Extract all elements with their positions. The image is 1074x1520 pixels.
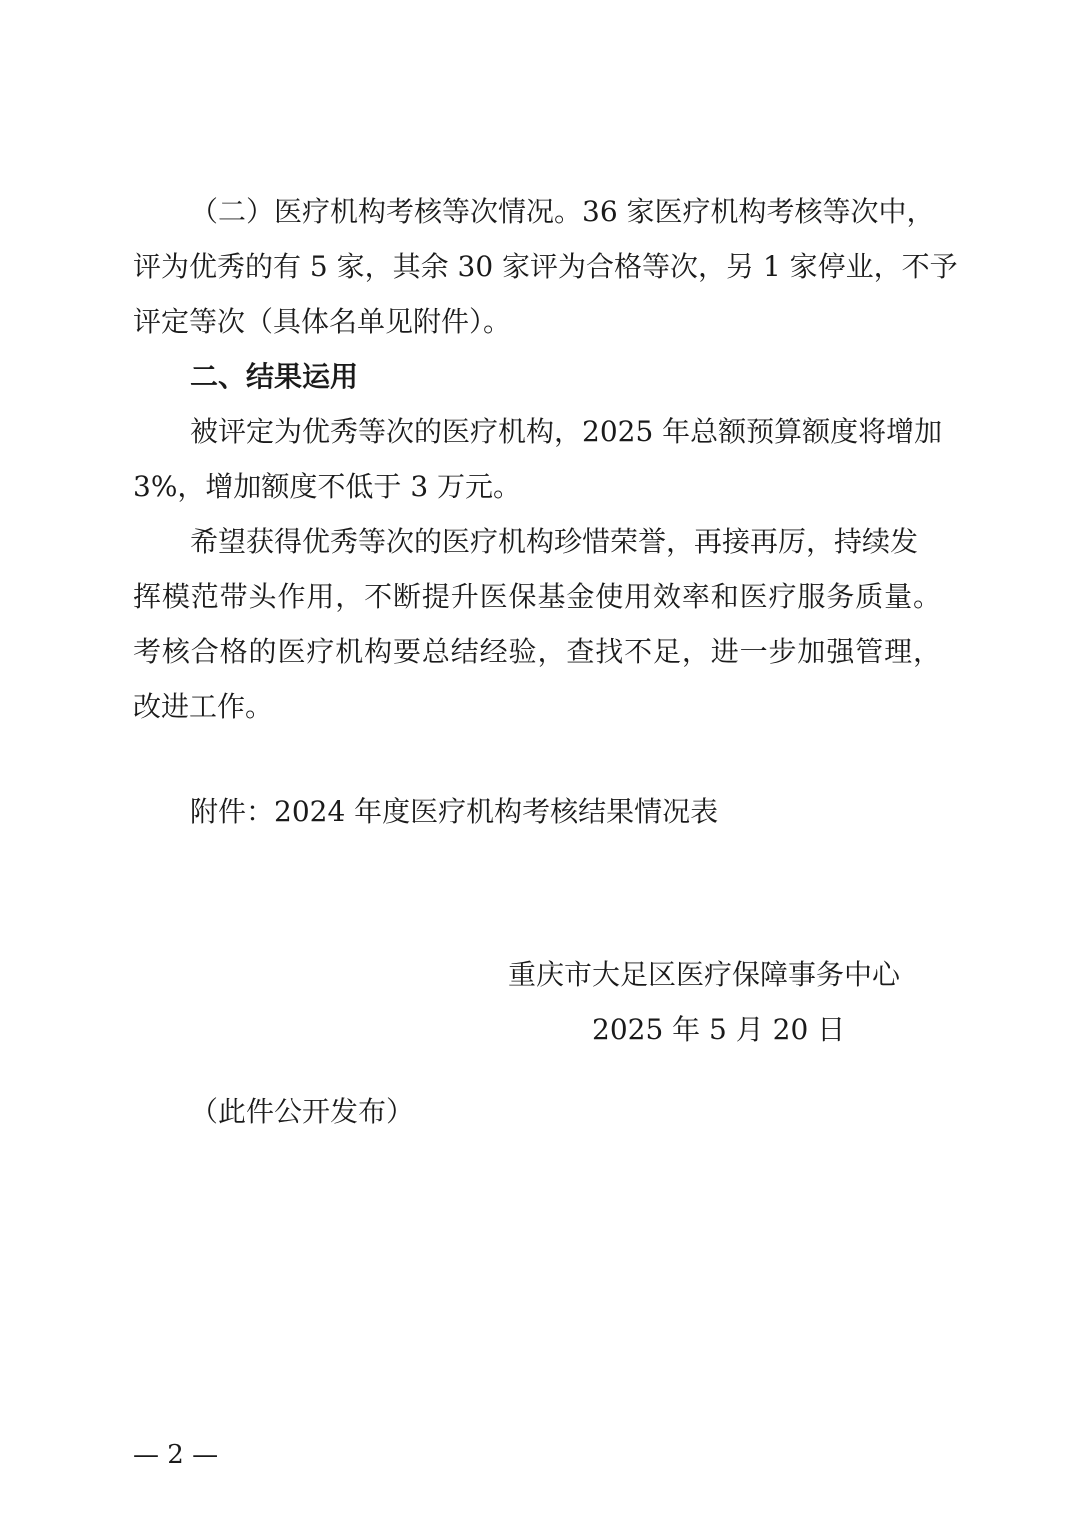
para-hope-line-1: 希望获得优秀等次的医疗机构珍惜荣誉，再接再厉，持续发 <box>190 525 919 558</box>
publish-note: （此件公开发布） <box>190 1095 415 1128</box>
signature-date: 2025 年 5 月 20 日 <box>592 1013 846 1046</box>
para-hope-line-2: 挥模范带头作用，不断提升医保基金使用效率和医疗服务质量。 <box>133 580 941 613</box>
section-2-line-2: 评为优秀的有 5 家，其余 30 家评为合格等次，另 1 家停业，不予 <box>133 250 958 283</box>
section-2-line-1: （二）医疗机构考核等次情况。36 家医疗机构考核等次中， <box>190 195 935 228</box>
para-excellent-line-1: 被评定为优秀等次的医疗机构，2025 年总额预算额度将增加 <box>190 415 943 448</box>
para-hope-line-3: 考核合格的医疗机构要总结经验，查找不足，进一步加强管理， <box>133 635 941 668</box>
para-hope-line-4: 改进工作。 <box>133 690 274 723</box>
para-excellent-line-2: 3%，增加额度不低于 3 万元。 <box>133 470 522 503</box>
signature-org: 重庆市大足区医疗保障事务中心 <box>508 958 901 991</box>
page-number: — 2 — <box>133 1440 219 1470</box>
heading-results: 二、结果运用 <box>190 360 359 393</box>
attachment-line: 附件：2024 年度医疗机构考核结果情况表 <box>190 795 719 828</box>
section-2-line-3: 评定等次（具体名单见附件）。 <box>133 305 512 338</box>
